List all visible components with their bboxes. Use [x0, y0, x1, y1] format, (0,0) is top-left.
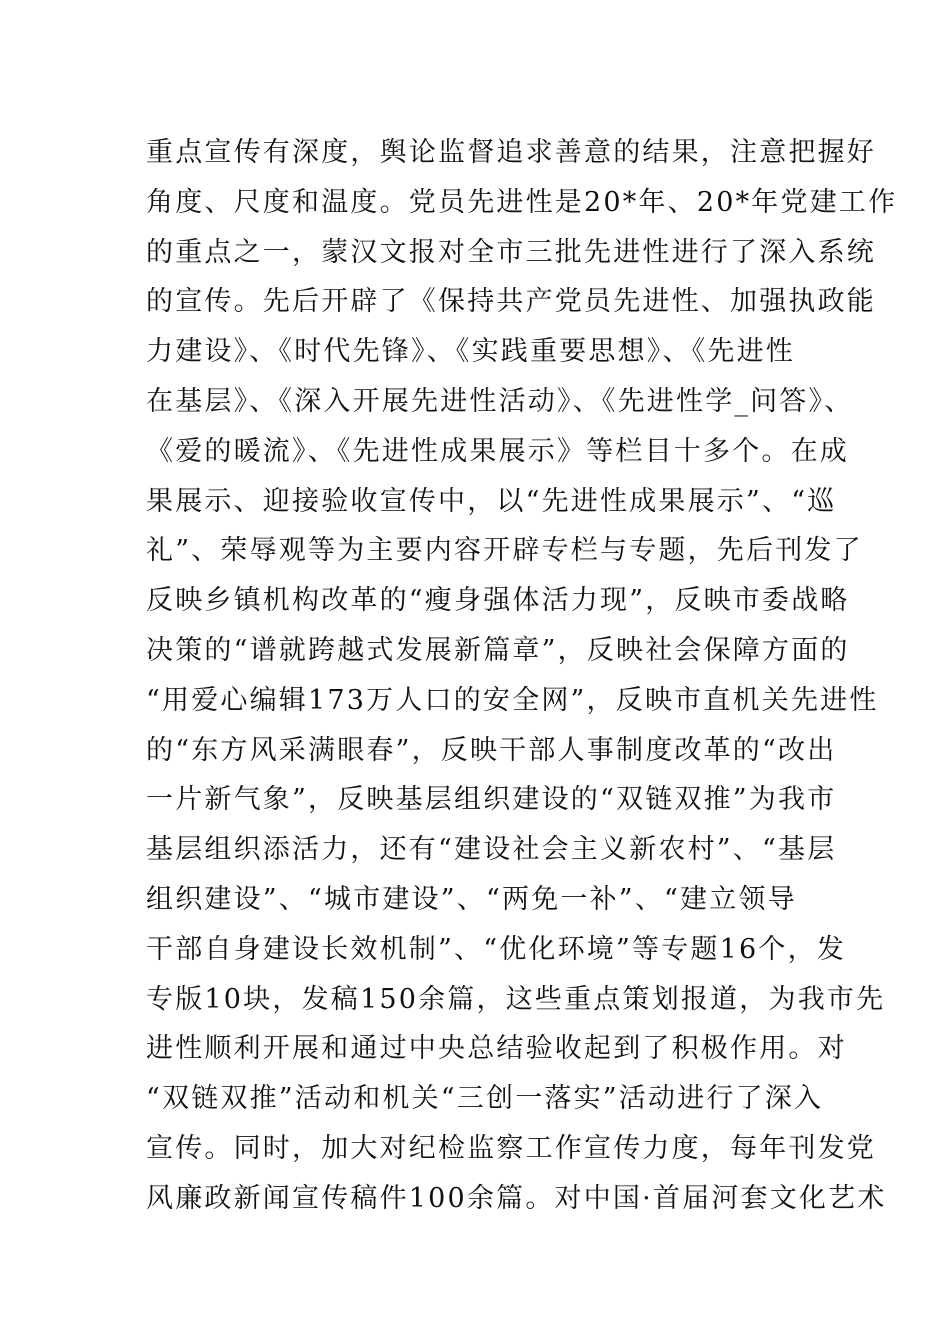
text-line-9: 礼”、荣辱观等为主要内容开辟专栏与专题，先后刊发了 — [146, 535, 863, 567]
text-line-18: 专版10块，发稿150余篇，这些重点策划报道，为我市先 — [146, 983, 886, 1015]
text-line-7: 《爱的暖流》、《先进性成果展示》等栏目十多个。在成 — [146, 435, 849, 467]
text-line-2: 角度、尺度和温度。党员先进性是20*年、20*年党建工作 — [146, 186, 898, 218]
text-line-14: 一片新气象”，反映基层组织建设的“双链双推”为我市 — [146, 784, 837, 816]
text-line-21: 宣传。同时，加大对纪检监察工作宣传力度，每年刊发党 — [146, 1132, 876, 1164]
text-line-4: 的宣传。先后开辟了《保持共产党员先进性、加强执政能 — [146, 286, 876, 318]
text-line-13: 的“东方风采满眼春”，反映干部人事制度改革的“改出 — [146, 734, 837, 766]
text-line-1: 重点宣传有深度，舆论监督追求善意的结果，注意把握好 — [146, 137, 876, 168]
body-paragraph — [146, 128, 898, 1224]
text-line-20: “双链双推”活动和机关“三创一落实”活动进行了深入 — [146, 1083, 824, 1115]
text-line-8: 果展示、迎接验收宣传中，以“先进性成果展示”、“巡 — [146, 485, 837, 517]
text-line-5: 力建设》、《时代先锋》、《实践重要思想》、《先进性 — [146, 336, 795, 368]
text-line-10: 反映乡镇机构改革的“瘦身强体活力现”，反映市委战略 — [146, 585, 850, 617]
text-line-12: “用爱心编辑173万人口的安全网”，反映市直机关先进性 — [146, 684, 879, 716]
text-line-19: 进性顺利开展和通过中央总结验收起到了积极作用。对 — [146, 1033, 847, 1065]
text-line-22: 风廉政新闻宣传稿件100余篇。对中国·首届河套文化艺术 — [146, 1182, 887, 1214]
text-line-17: 干部自身建设长效机制”、“优化环境”等专题16个，发 — [146, 933, 846, 965]
text-line-6: 在基层》、《深入开展先进性活动》、《先进性学_问答》、 — [146, 385, 854, 417]
text-line-11: 决策的“谱就跨越式发展新篇章”，反映社会保障方面的 — [146, 634, 850, 666]
text-line-3: 的重点之一，蒙汉文报对全市三批先进性进行了深入系统 — [146, 236, 876, 268]
text-line-15: 基层组织添活力，还有“建设社会主义新农村”、“基层 — [146, 834, 837, 866]
text-line-16: 组织建设”、“城市建设”、“两免一补”、“建立领导 — [146, 883, 797, 915]
